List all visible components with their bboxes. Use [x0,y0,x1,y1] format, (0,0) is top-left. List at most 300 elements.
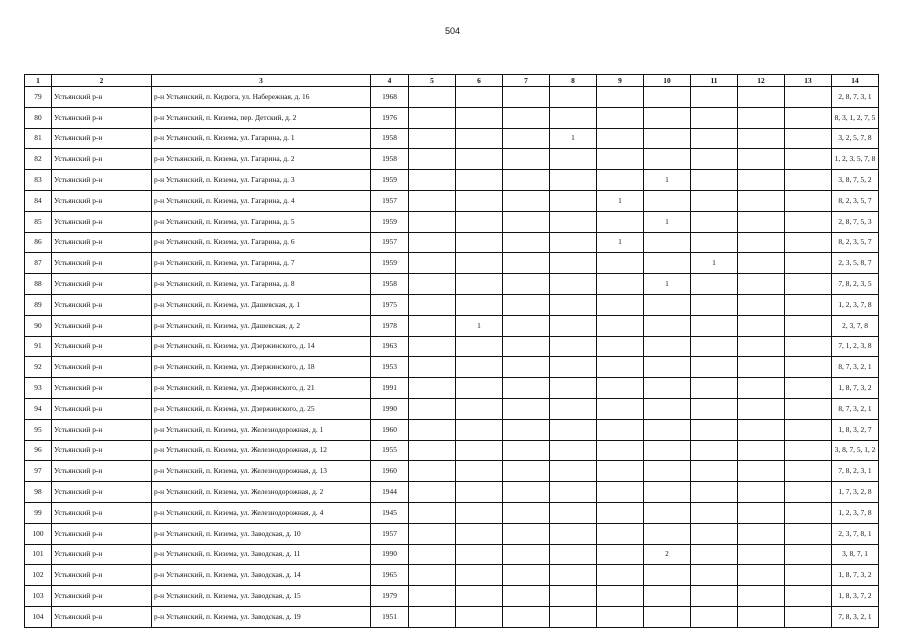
mark-cell [456,565,503,586]
mark-cell [503,87,550,108]
mark-cell [785,544,832,565]
table-row [25,211,879,232]
mark-cell [409,128,456,149]
mark-cell [456,170,503,191]
mark-cell [456,419,503,440]
mark-cell [456,440,503,461]
mark-cell [409,294,456,315]
mark-cell [456,606,503,627]
mark-cell: 1 [644,211,691,232]
mark-cell [597,419,644,440]
mark-cell [409,107,456,128]
code-cell: 1, 7, 3, 2, 8 [832,482,879,503]
mark-cell [503,586,550,607]
column-header: 1 [25,75,52,87]
mark-cell [738,294,785,315]
mark-cell [456,398,503,419]
mark-cell [550,315,597,336]
row-number-cell: 100 [25,523,52,544]
address-cell: р-н Устьянский, п. Кизема, ул. Железнодорожная, д. 12 [152,440,371,461]
mark-cell [738,502,785,523]
mark-cell [738,253,785,274]
code-cell: 7, 1, 2, 3, 8 [832,336,879,357]
mark-cell [409,190,456,211]
year-cell: 1951 [371,606,409,627]
code-cell: 1, 8, 7, 3, 2 [832,378,879,399]
mark-cell [644,482,691,503]
mark-cell [550,87,597,108]
row-number-cell: 87 [25,253,52,274]
mark-cell [456,128,503,149]
code-cell: 8, 2, 3, 5, 7 [832,232,879,253]
year-cell: 1957 [371,190,409,211]
code-cell: 1, 8, 3, 2, 7 [832,419,879,440]
mark-cell [738,170,785,191]
mark-cell [691,87,738,108]
mark-cell [738,544,785,565]
mark-cell [503,274,550,295]
district-cell: Устьянский р-н [52,606,152,627]
table-row [25,294,879,315]
mark-cell [409,440,456,461]
mark-cell [738,128,785,149]
mark-cell [597,502,644,523]
column-header: 7 [503,75,550,87]
address-cell: р-н Устьянский, п. Кизема, ул. Железнодорожная, д. 13 [152,461,371,482]
table-row [25,440,879,461]
mark-cell [550,211,597,232]
mark-cell [503,170,550,191]
data-table [24,74,879,628]
district-cell: Устьянский р-н [52,107,152,128]
mark-cell [785,440,832,461]
mark-cell [597,211,644,232]
mark-cell [691,565,738,586]
year-cell: 1991 [371,378,409,399]
mark-cell [456,378,503,399]
mark-cell [597,606,644,627]
mark-cell [409,232,456,253]
address-cell: р-н Устьянский, п. Кизема, ул. Железнодорожная, д. 4 [152,502,371,523]
mark-cell [644,128,691,149]
mark-cell [550,482,597,503]
mark-cell [409,586,456,607]
district-cell: Устьянский р-н [52,482,152,503]
mark-cell [738,586,785,607]
mark-cell [456,294,503,315]
mark-cell [738,440,785,461]
code-cell: 1, 8, 3, 7, 2 [832,586,879,607]
mark-cell [785,565,832,586]
mark-cell [644,253,691,274]
mark-cell [785,128,832,149]
mark-cell [738,565,785,586]
column-header: 8 [550,75,597,87]
mark-cell [785,586,832,607]
mark-cell [503,606,550,627]
mark-cell [785,606,832,627]
mark-cell [738,461,785,482]
table-row [25,378,879,399]
row-number-cell: 97 [25,461,52,482]
year-cell: 1979 [371,586,409,607]
mark-cell [691,149,738,170]
mark-cell [738,378,785,399]
row-number-cell: 98 [25,482,52,503]
address-cell: р-н Устьянский, п. Кизема, ул. Гагарина, д. 4 [152,190,371,211]
table-row [25,357,879,378]
address-cell: р-н Устьянский, п. Кизема, ул. Заводская, д. 10 [152,523,371,544]
mark-cell [456,461,503,482]
mark-cell [550,523,597,544]
page-number: 504 [444,26,461,36]
code-cell: 2, 8, 7, 5, 3 [832,211,879,232]
mark-cell [691,232,738,253]
mark-cell [785,419,832,440]
table-row [25,419,879,440]
code-cell: 8, 2, 3, 5, 7 [832,190,879,211]
district-cell: Устьянский р-н [52,128,152,149]
year-cell: 1959 [371,170,409,191]
district-cell: Устьянский р-н [52,170,152,191]
district-cell: Устьянский р-н [52,565,152,586]
table-row [25,274,879,295]
mark-cell [550,107,597,128]
mark-cell [409,211,456,232]
table-row [25,586,879,607]
code-cell: 8, 3, 1, 2, 7, 5 [832,107,879,128]
mark-cell [691,170,738,191]
row-number-cell: 93 [25,378,52,399]
address-cell: р-н Устьянский, п. Кизема, пер. Детский, д. 2 [152,107,371,128]
mark-cell [503,253,550,274]
mark-cell [456,523,503,544]
mark-cell [550,274,597,295]
mark-cell [503,128,550,149]
mark-cell [644,502,691,523]
column-header: 6 [456,75,503,87]
table-row [25,336,879,357]
mark-cell [550,461,597,482]
code-cell: 2, 8, 7, 3, 1 [832,87,879,108]
table-row [25,606,879,627]
district-cell: Устьянский р-н [52,336,152,357]
mark-cell [456,253,503,274]
mark-cell [785,398,832,419]
mark-cell [691,398,738,419]
mark-cell [785,378,832,399]
mark-cell [644,107,691,128]
mark-cell: 1 [597,232,644,253]
mark-cell [691,419,738,440]
mark-cell [456,336,503,357]
mark-cell [550,440,597,461]
mark-cell [691,315,738,336]
district-cell: Устьянский р-н [52,232,152,253]
mark-cell [503,419,550,440]
address-cell: р-н Устьянский, п. Кизема, ул. Гагарина, д. 1 [152,128,371,149]
mark-cell [597,128,644,149]
mark-cell [456,357,503,378]
mark-cell [597,294,644,315]
table-row [25,190,879,211]
mark-cell [738,190,785,211]
address-cell: р-н Устьянский, п. Кизема, ул. Гагарина, д. 2 [152,149,371,170]
row-number-cell: 81 [25,128,52,149]
mark-cell [738,357,785,378]
mark-cell [503,211,550,232]
year-cell: 1978 [371,315,409,336]
address-cell: р-н Устьянский, п. Кизема, ул. Гагарина, д. 6 [152,232,371,253]
mark-cell [597,87,644,108]
mark-cell [409,274,456,295]
year-cell: 1990 [371,544,409,565]
mark-cell [503,565,550,586]
mark-cell [503,440,550,461]
mark-cell [503,336,550,357]
district-cell: Устьянский р-н [52,419,152,440]
district-cell: Устьянский р-н [52,440,152,461]
mark-cell [503,523,550,544]
code-cell: 7, 8, 3, 2, 1 [832,606,879,627]
code-cell: 1, 2, 3, 5, 7, 8 [832,149,879,170]
mark-cell [550,565,597,586]
mark-cell [550,253,597,274]
district-cell: Устьянский р-н [52,274,152,295]
mark-cell [785,274,832,295]
row-number-cell: 84 [25,190,52,211]
mark-cell [597,107,644,128]
mark-cell [785,87,832,108]
year-cell: 1965 [371,565,409,586]
mark-cell [691,482,738,503]
mark-cell [644,294,691,315]
mark-cell [550,294,597,315]
code-cell: 1, 2, 3, 7, 8 [832,294,879,315]
mark-cell [597,461,644,482]
mark-cell [644,357,691,378]
row-number-cell: 101 [25,544,52,565]
district-cell: Устьянский р-н [52,544,152,565]
code-cell: 1, 8, 7, 3, 2 [832,565,879,586]
address-cell: р-н Устьянский, п. Кизема, ул. Гагарина, д. 7 [152,253,371,274]
mark-cell [409,378,456,399]
mark-cell [644,419,691,440]
mark-cell [597,253,644,274]
mark-cell [691,606,738,627]
address-cell: р-н Устьянский, п. Кизема, ул. Гагарина, д. 5 [152,211,371,232]
table-row [25,544,879,565]
row-number-cell: 102 [25,565,52,586]
mark-cell [456,544,503,565]
mark-cell [597,170,644,191]
mark-cell [456,190,503,211]
mark-cell [738,419,785,440]
mark-cell [644,190,691,211]
mark-cell [597,544,644,565]
mark-cell [597,336,644,357]
mark-cell [550,586,597,607]
header-row [25,75,879,87]
mark-cell [691,128,738,149]
mark-cell [456,232,503,253]
year-cell: 1968 [371,87,409,108]
row-number-cell: 88 [25,274,52,295]
mark-cell [785,482,832,503]
mark-cell [785,357,832,378]
code-cell: 7, 8, 2, 3, 1 [832,461,879,482]
table-row [25,128,879,149]
mark-cell: 1 [550,128,597,149]
mark-cell [503,482,550,503]
code-cell: 2, 3, 7, 8, 1 [832,523,879,544]
mark-cell [597,565,644,586]
mark-cell: 1 [456,315,503,336]
mark-cell [691,586,738,607]
mark-cell [785,253,832,274]
mark-cell [738,315,785,336]
mark-cell [409,170,456,191]
year-cell: 1963 [371,336,409,357]
mark-cell [785,315,832,336]
year-cell: 1958 [371,274,409,295]
column-header: 9 [597,75,644,87]
mark-cell [409,565,456,586]
mark-cell [691,523,738,544]
code-cell: 3, 8, 7, 5, 2 [832,170,879,191]
mark-cell [503,294,550,315]
row-number-cell: 91 [25,336,52,357]
year-cell: 1953 [371,357,409,378]
mark-cell [503,461,550,482]
mark-cell: 1 [691,253,738,274]
column-header: 4 [371,75,409,87]
code-cell: 2, 3, 5, 8, 7 [832,253,879,274]
mark-cell [550,544,597,565]
mark-cell [738,211,785,232]
row-number-cell: 82 [25,149,52,170]
year-cell: 1960 [371,419,409,440]
code-cell: 2, 3, 7, 8 [832,315,879,336]
year-cell: 1955 [371,440,409,461]
mark-cell [409,502,456,523]
address-cell: р-н Устьянский, п. Кизема, ул. Дзержинского, д. 14 [152,336,371,357]
mark-cell [409,606,456,627]
mark-cell [597,523,644,544]
column-header: 3 [152,75,371,87]
mark-cell [503,357,550,378]
mark-cell [738,87,785,108]
mark-cell [691,336,738,357]
mark-cell [691,544,738,565]
year-cell: 1957 [371,232,409,253]
mark-cell [503,107,550,128]
mark-cell [644,461,691,482]
mark-cell [738,107,785,128]
code-cell: 1, 2, 3, 7, 8 [832,502,879,523]
mark-cell [550,357,597,378]
year-cell: 1945 [371,502,409,523]
year-cell: 1975 [371,294,409,315]
mark-cell [738,149,785,170]
mark-cell [738,482,785,503]
mark-cell [503,544,550,565]
address-cell: р-н Устьянский, п. Кизема, ул. Дзержинского, д. 25 [152,398,371,419]
mark-cell [738,523,785,544]
mark-cell [550,190,597,211]
row-number-cell: 79 [25,87,52,108]
mark-cell [550,606,597,627]
mark-cell [691,274,738,295]
table-row [25,107,879,128]
district-cell: Устьянский р-н [52,378,152,399]
column-header: 2 [52,75,152,87]
address-cell: р-н Устьянский, п. Кизема, ул. Дашевская, д. 2 [152,315,371,336]
row-number-cell: 90 [25,315,52,336]
mark-cell [503,149,550,170]
mark-cell [785,190,832,211]
mark-cell [456,586,503,607]
mark-cell [644,565,691,586]
mark-cell [597,315,644,336]
mark-cell [785,336,832,357]
mark-cell [456,107,503,128]
mark-cell [691,107,738,128]
mark-cell: 1 [644,170,691,191]
mark-cell [597,378,644,399]
mark-cell [691,378,738,399]
year-cell: 1976 [371,107,409,128]
address-cell: р-н Устьянский, п. Кидюга, ул. Набережная, д. 16 [152,87,371,108]
mark-cell [644,232,691,253]
code-cell: 3, 8, 7, 5, 1, 2 [832,440,879,461]
row-number-cell: 95 [25,419,52,440]
mark-cell [738,606,785,627]
mark-cell [456,502,503,523]
row-number-cell: 86 [25,232,52,253]
mark-cell [503,502,550,523]
mark-cell [785,294,832,315]
year-cell: 1944 [371,482,409,503]
year-cell: 1957 [371,523,409,544]
mark-cell [409,149,456,170]
table-row [25,149,879,170]
row-number-cell: 80 [25,107,52,128]
mark-cell [644,440,691,461]
address-cell: р-н Устьянский, п. Кизема, ул. Заводская, д. 14 [152,565,371,586]
district-cell: Устьянский р-н [52,461,152,482]
mark-cell [550,232,597,253]
district-cell: Устьянский р-н [52,87,152,108]
mark-cell [456,211,503,232]
table-row [25,565,879,586]
table-row [25,482,879,503]
mark-cell [550,398,597,419]
mark-cell [503,398,550,419]
address-cell: р-н Устьянский, п. Кизема, ул. Заводская, д. 11 [152,544,371,565]
district-cell: Устьянский р-н [52,253,152,274]
row-number-cell: 89 [25,294,52,315]
code-cell: 8, 7, 3, 2, 1 [832,357,879,378]
mark-cell [550,149,597,170]
mark-cell [503,232,550,253]
mark-cell [644,586,691,607]
table-row [25,502,879,523]
row-number-cell: 96 [25,440,52,461]
table-row [25,87,879,108]
mark-cell [409,461,456,482]
district-cell: Устьянский р-н [52,586,152,607]
